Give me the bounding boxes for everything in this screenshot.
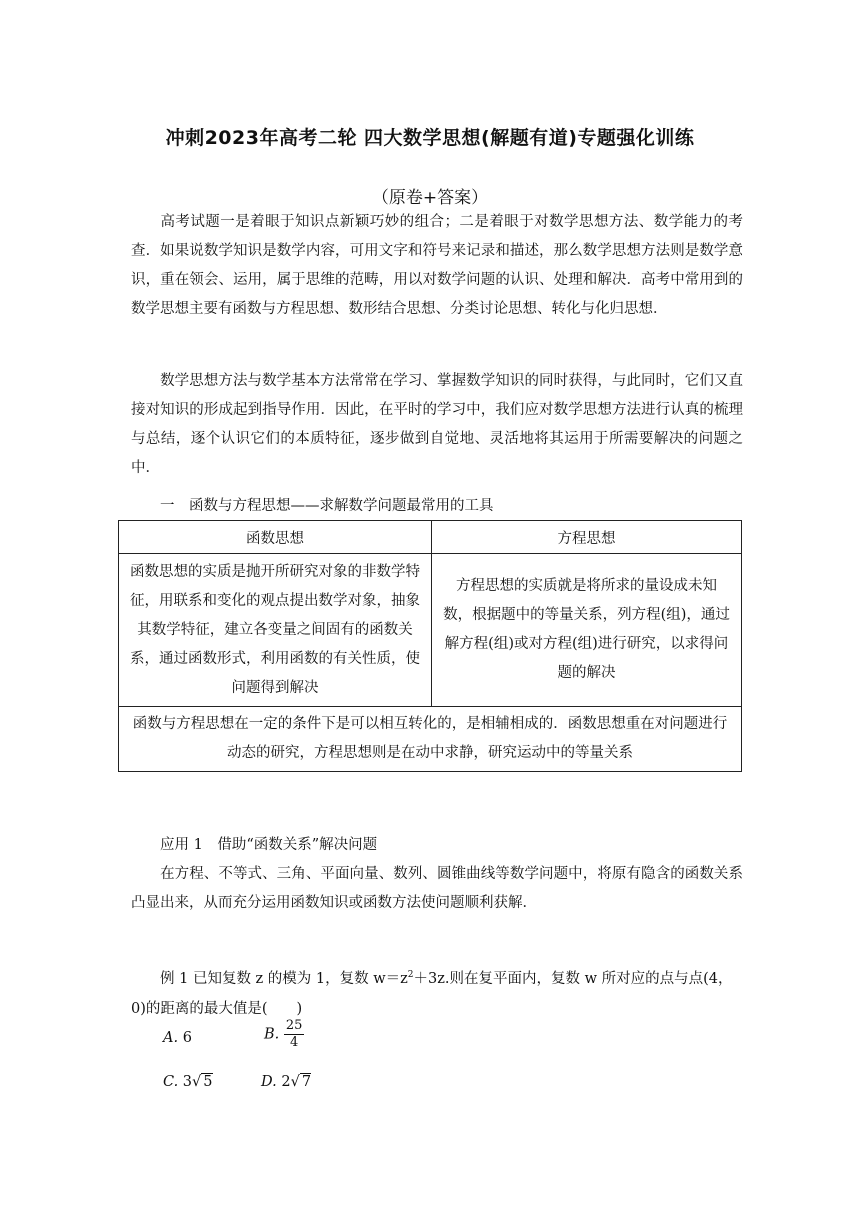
table-header-function: 函数思想: [119, 521, 432, 554]
table-cell-function: 函数思想的实质是抛开所研究对象的非数学特征，用联系和变化的观点提出数学对象，抽象其数学特征，建立各变量之间固有的函数关系，通过函数形式，利用函数的有关性质，使问题得到解决: [119, 554, 432, 707]
section-heading: 一 函数与方程思想——求解数学问题最常用的工具: [160, 498, 494, 514]
option-b-fraction: [284, 1018, 305, 1051]
fraction-numerator: 25: [285, 1018, 303, 1033]
example-text-1: 例 1 已知复数 z 的模为 1，复数 w＝z: [160, 970, 408, 987]
document-subtitle: （原卷+答案）: [371, 188, 489, 208]
table-header-row: [119, 521, 742, 554]
application-paragraph: [131, 860, 743, 918]
application-heading: 应用 1 借助“函数关系”解决问题: [160, 837, 378, 853]
example-question: [131, 960, 743, 1024]
example-superscript: 2: [407, 970, 414, 980]
comparison-table: [118, 520, 742, 772]
table-footer-row: [119, 707, 742, 772]
fraction-denominator: 4: [290, 1035, 299, 1050]
option-d[interactable]: [261, 1074, 311, 1090]
option-d-coefficient: 2: [281, 1074, 291, 1090]
table-row: [119, 554, 742, 707]
document-title: 冲刺2023年高考二轮 四大数学思想(解题有道)专题强化训练: [165, 127, 695, 149]
application-text: 在方程、不等式、三角、平面向量、数列、圆锥曲线等数学问题中，将原有隐含的函数关系凸显出来，从而充分运用函数知识或函数方法使问题顺利获解．: [131, 866, 743, 911]
example-text-2: ＋3z.则在复平面内，复数 w 所对应的点与点(4，0)的距离的最大值是( ): [131, 970, 733, 1017]
sqrt-symbol: √ 7: [290, 1074, 312, 1090]
sqrt-symbol: √ 5: [192, 1074, 213, 1090]
option-b[interactable]: [264, 1018, 304, 1051]
option-a-value: 6: [182, 1030, 192, 1046]
option-c-label: C.: [163, 1074, 179, 1090]
option-c-radicand: 5: [203, 1074, 213, 1090]
option-c-coefficient: 3: [182, 1074, 193, 1090]
option-a[interactable]: [163, 1030, 192, 1046]
option-a-label: A.: [163, 1030, 179, 1046]
option-d-radicand: 7: [301, 1074, 312, 1090]
table-footer-cell: 函数与方程思想在一定的条件下是可以相互转化的，是相辅相成的．函数思想重在对问题进行动态的研究，方程思想则是在动中求静，研究运动中的等量关系: [119, 707, 742, 772]
table-cell-equation: 方程思想的实质就是将所求的量设成未知数，根据题中的等量关系，列方程(组)，通过解方程(组)或对方程(组)进行研究，以求得问题的解决: [432, 554, 742, 707]
option-c[interactable]: [163, 1074, 213, 1090]
option-b-label: B.: [264, 1026, 280, 1043]
option-d-label: D.: [261, 1074, 277, 1090]
table-header-equation: 方程思想: [432, 521, 742, 554]
intro-text-1: 高考试题一是着眼于知识点新颖巧妙的组合；二是着眼于对数学思想方法、数学能力的考查．如果说数学知识是数学内容，可用文字和符号来记录和描述，那么数学思想方法则是数学意识，重在领会、运用，属于思维的范畴，用以对数学问题的认识、处理和解决．高考中常用到的数学思想主要有函数与方程思想、数形结合思想、分类讨论思想、转化与化归思想．: [131, 214, 743, 317]
intro-text-2: 数学思想方法与数学基本方法常常在学习、掌握数学知识的同时获得，与此同时，它们又直接对知识的形成起到指导作用．因此，在平时的学习中，我们应对数学思想方法进行认真的梳理与总结，逐个认识它们的本质特征，逐步做到自觉地、灵活地将其运用于所需要解决的问题之中．: [131, 373, 743, 476]
intro-paragraph-2: [131, 367, 743, 483]
intro-paragraph-1: [131, 208, 743, 324]
